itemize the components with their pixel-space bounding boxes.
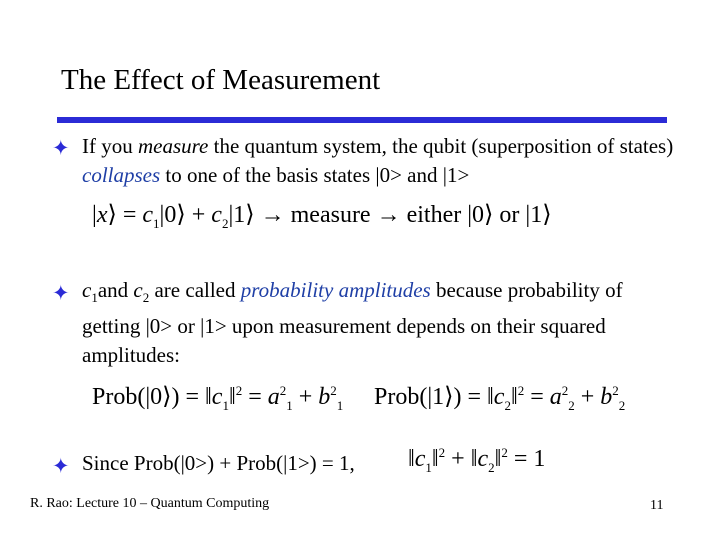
emph-measure: measure xyxy=(138,134,209,158)
bullet-3-text: Since Prob(|0>) + Prob(|1>) = 1, xyxy=(82,451,355,475)
four-point-star-icon: ✦ xyxy=(52,281,70,305)
four-point-star-icon: ✦ xyxy=(52,454,70,478)
equation-prob-0: Prob(|0⟩) = $‖c_1‖^2 = a^2_1 + b^2_1$ xyxy=(92,383,344,413)
page-number: 11 xyxy=(650,498,664,513)
footer-text: R. Rao: Lecture 10 – Quantum Computing xyxy=(30,496,270,511)
bullet-2-text: $c_1and$ $c_2$ are called probability amplitudes because probability of getting |0> or |1> upon measurement depends on their squared amplitudes: xyxy=(82,278,623,368)
emph-probability-amplitudes: probability amplitudes xyxy=(240,278,431,302)
equation-superposition: |x⟩ = $c_1|0⟩$ + $c_2|1⟩$ → measure → either |0⟩ or |1⟩ xyxy=(92,202,552,231)
bullet-1-text: If you measure the quantum system, the qubit (superposition of states) collapses to one of the basis states |0> and |1> xyxy=(82,134,674,187)
four-point-star-icon: ✦ xyxy=(52,136,70,160)
slide-title: The Effect of Measurement xyxy=(61,64,381,96)
emph-collapses: collapses xyxy=(82,163,161,187)
equation-prob-1: Prob(|1⟩) = $‖c_2‖^2 = a^2_2 + b^2_2$ xyxy=(374,383,626,413)
equation-normalization: $‖c_1‖^2$ + $‖c_2‖^2 = 1$ xyxy=(408,445,546,475)
title-rule xyxy=(57,117,667,123)
